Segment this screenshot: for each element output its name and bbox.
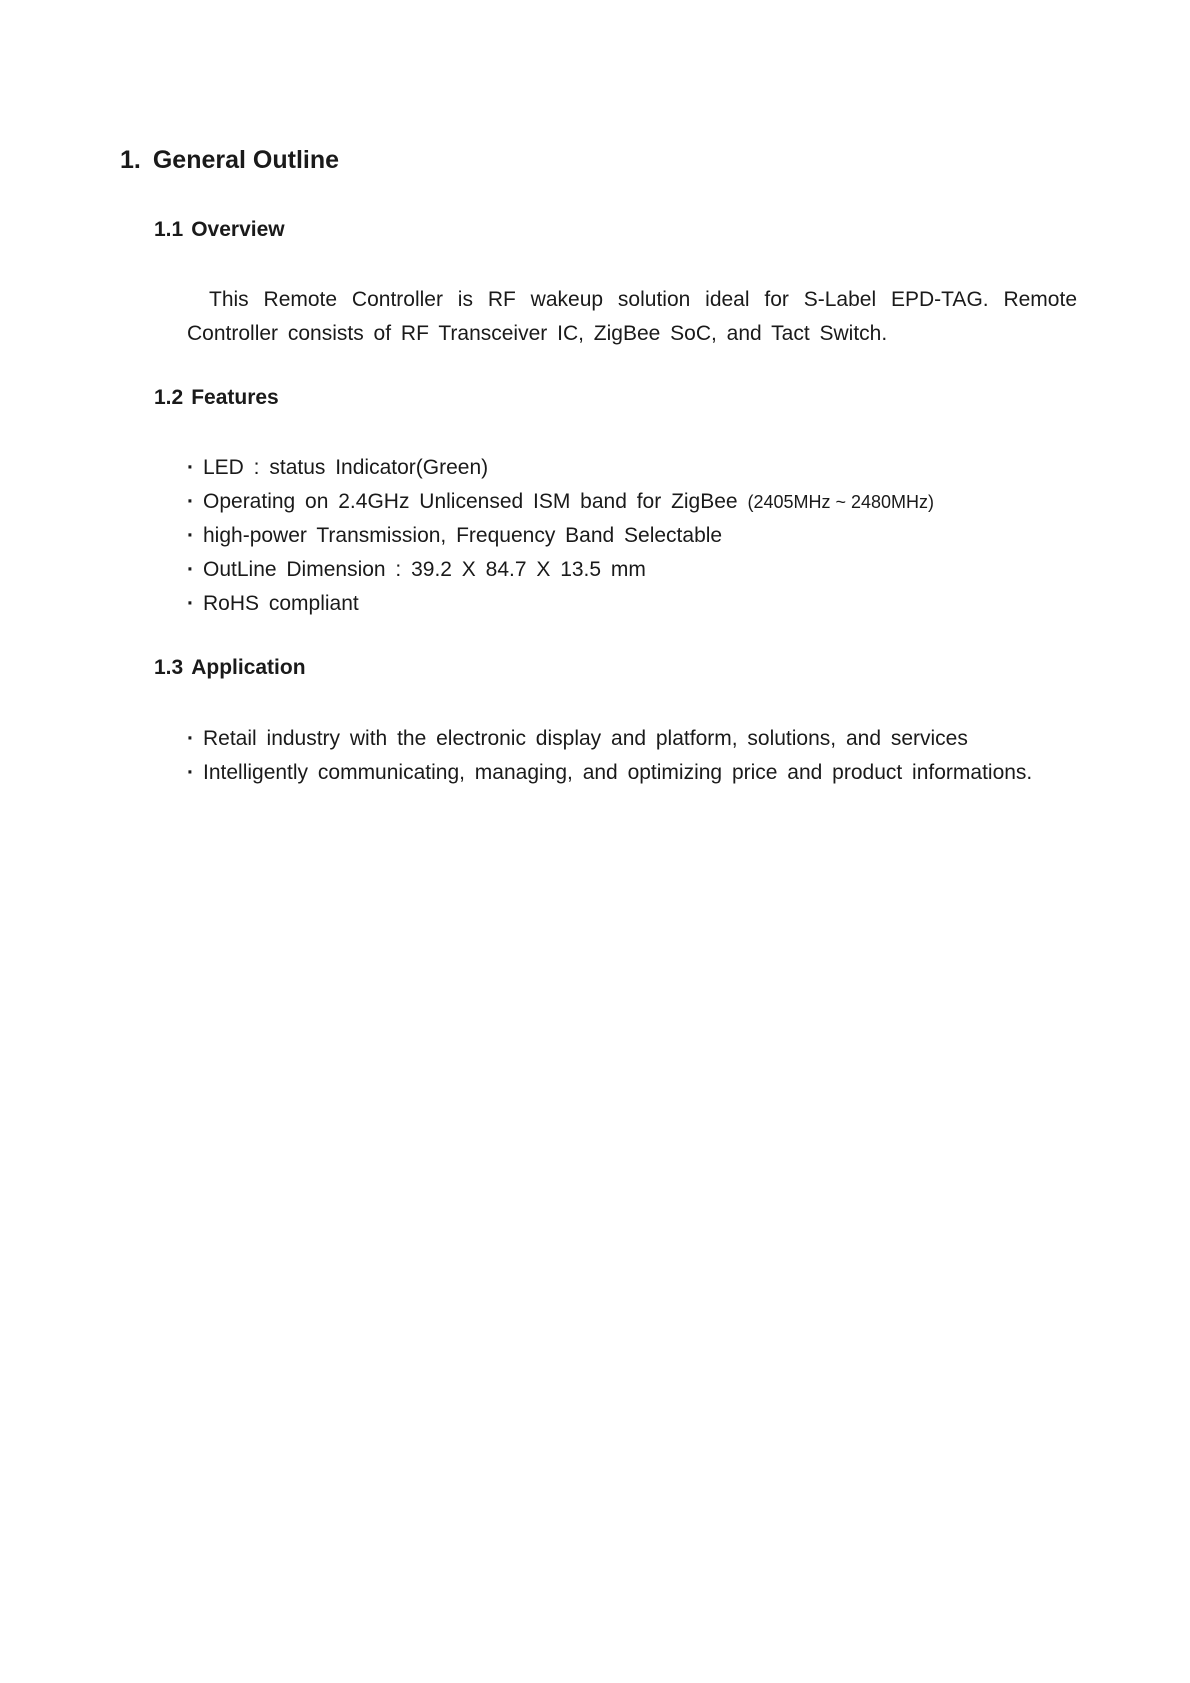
- list-item: · Intelligently communicating, managing, and optimizing price and product informations.: [187, 761, 1033, 784]
- section-number: 1.: [120, 146, 141, 174]
- features-title: Features: [191, 386, 279, 409]
- section-heading: [120, 146, 339, 175]
- list-item: · Operating on 2.4GHz Unlicensed ISM band for ZigBee (2405MHz ~ 2480MHz): [187, 490, 935, 513]
- overview-text: This Remote Controller is RF wakeup solution ideal for S-Label EPD-TAG. Remote Controller consists of RF Transceiver IC, ZigBee SoC, and Tact Switch.: [187, 288, 1077, 345]
- list-item: · OutLine Dimension : 39.2 X 84.7 X 13.5 mm: [187, 558, 646, 581]
- application-number: 1.3: [154, 656, 184, 679]
- features-heading: [154, 386, 279, 410]
- overview-paragraph: [187, 283, 1077, 351]
- overview-title: Overview: [191, 218, 285, 241]
- features-number: 1.2: [154, 386, 184, 409]
- band-range: (2405MHz ~ 2480MHz): [747, 492, 935, 512]
- overview-number: 1.1: [154, 218, 184, 241]
- features-list: [187, 451, 934, 621]
- overview-heading: [154, 218, 285, 242]
- list-item: · RoHS compliant: [187, 592, 359, 615]
- application-heading: [154, 656, 306, 680]
- application-title: Application: [191, 656, 306, 679]
- list-item: · high-power Transmission, Frequency Band Selectable: [187, 524, 723, 547]
- application-list: [187, 722, 1032, 790]
- list-item: · Retail industry with the electronic display and platform, solutions, and services: [187, 727, 968, 750]
- section-title: General Outline: [152, 146, 340, 174]
- list-item: · LED : status Indicator(Green): [187, 456, 489, 479]
